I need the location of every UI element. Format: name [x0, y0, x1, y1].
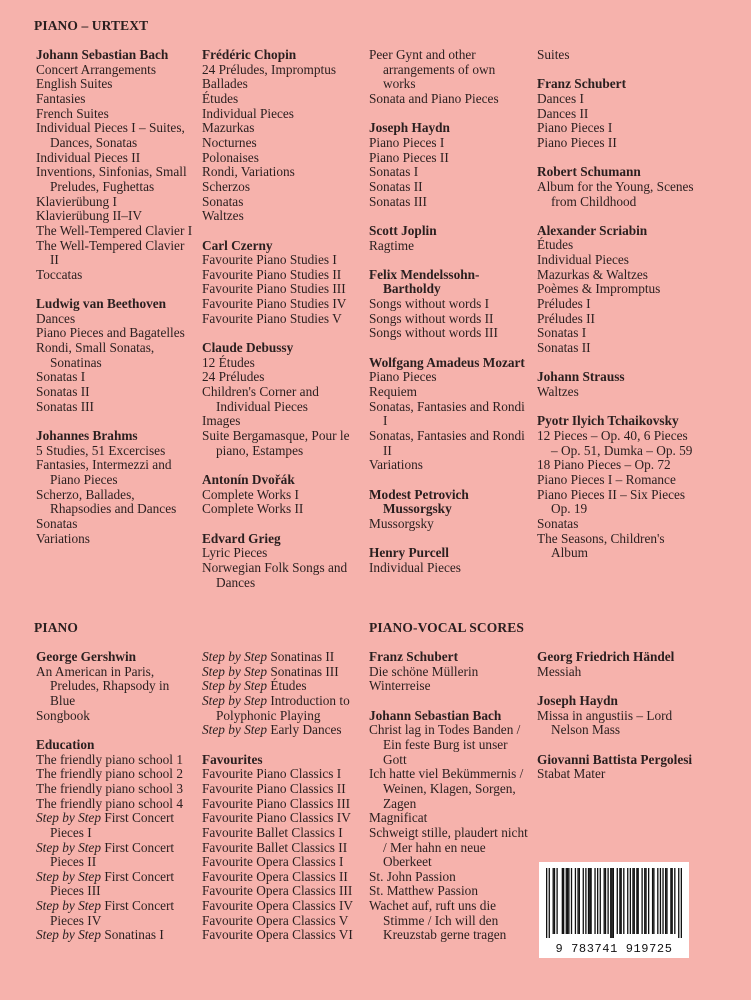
catalog-item [36, 709, 194, 724]
barcode-bar [672, 868, 673, 934]
item-title: Favourite Ballet Classics I [202, 824, 343, 840]
catalog-item: Nocturnes [202, 134, 257, 150]
barcode-bars [546, 868, 682, 938]
composer-name: Joseph Haydn [537, 692, 618, 708]
series-prefix: Step by Step [36, 839, 101, 855]
catalog-item: St. John Passion [369, 868, 456, 884]
catalog-item: Piano Pieces II [537, 134, 617, 150]
composer-name: Robert Schumann [537, 164, 641, 180]
composer-name: Antonín Dvořák [202, 471, 295, 487]
catalog-item: Sonatas I [36, 369, 86, 385]
catalog-item: Variations [36, 530, 90, 546]
catalog-item: Sonatas II [369, 178, 423, 194]
composer-name: Carl Czerny [202, 237, 273, 253]
barcode-bar [632, 868, 633, 934]
composer-name: George Gershwin [36, 649, 137, 664]
catalog-item: Songs without words I [369, 296, 490, 312]
catalog-group [369, 268, 529, 341]
series-prefix: Step by Step [202, 692, 267, 708]
urtext-column-2 [202, 48, 362, 605]
barcode-bar [617, 868, 618, 934]
item-title: First Concert Pieces I [50, 810, 175, 840]
series-prefix: Step by Step [36, 868, 101, 884]
catalog-item: Waltzes [202, 208, 244, 224]
catalog-item: Requiem [369, 384, 418, 400]
barcode-bar [577, 868, 578, 934]
catalog-item [36, 753, 194, 768]
catalog-item: The Seasons, Children's Album [537, 530, 665, 561]
item-title: The friendly piano school 2 [36, 766, 183, 782]
catalog-item: Sonatas [537, 515, 579, 531]
barcode-bar [585, 868, 586, 934]
catalog-group [202, 532, 362, 591]
item-title: Songbook [36, 707, 90, 723]
catalog-item: Préludes I [537, 296, 591, 312]
catalog-item: Piano Pieces and Bagatelles [36, 325, 185, 341]
catalog-item [202, 899, 362, 914]
catalog-item [202, 855, 362, 870]
catalog-item: Mazurkas & Waltzes [537, 266, 648, 282]
barcode-bar [549, 868, 550, 938]
catalog-item: Sonatas III [369, 193, 427, 209]
composer-name: Alexander Scriabin [537, 222, 648, 238]
catalog-group [369, 224, 529, 253]
catalog-item: 24 Préludes [202, 369, 265, 385]
catalog-group [36, 48, 194, 283]
barcode-bar [611, 868, 612, 938]
item-title: Favourite Piano Classics III [202, 795, 351, 811]
catalog-item: Sonatas [36, 515, 78, 531]
catalog-item: Favourite Piano Studies IV [202, 296, 347, 312]
catalog-item: Dances II [537, 105, 589, 121]
composer-name: Franz Schubert [369, 649, 459, 664]
series-prefix: Step by Step [202, 678, 267, 694]
barcode-bar [645, 868, 646, 934]
section-title-piano: PIANO [34, 620, 78, 635]
catalog-item [36, 928, 194, 943]
catalog-item: Piano Pieces I [369, 134, 445, 150]
series-prefix: Step by Step [202, 722, 267, 738]
catalog-item: Sonatas [202, 193, 244, 209]
catalog-group [537, 165, 697, 209]
section-title-piano-vocal: PIANO-VOCAL SCORES [369, 620, 524, 635]
composer-name: Frédéric Chopin [202, 47, 297, 62]
barcode-bar [610, 868, 611, 938]
barcode-bar [652, 868, 653, 934]
catalog-item: Children's Corner and Individual Pieces [202, 384, 319, 414]
barcode-bar [660, 868, 661, 934]
item-title: Early Dances [267, 722, 342, 738]
catalog-item: Peer Gynt and other arrangements of own works [369, 47, 496, 92]
catalog-item: Ragtime [369, 237, 415, 253]
catalog-item: Songs without words II [369, 310, 494, 326]
series-prefix: Step by Step [36, 927, 101, 943]
item-title: The friendly piano school 1 [36, 751, 183, 767]
series-prefix: Step by Step [36, 898, 101, 914]
barcode-bar [666, 868, 667, 934]
catalog-item: Polonaises [202, 149, 259, 165]
catalog-item: Die schöne Müllerin [369, 663, 479, 679]
composer-name: Edvard Grieg [202, 530, 281, 546]
vocal-column-1 [369, 650, 529, 958]
catalog-item: Messiah [537, 663, 582, 679]
composer-name: Modest Petrovich Mussorgsky [369, 486, 469, 517]
catalog-item: Individual Pieces [202, 105, 294, 121]
catalog-item: Klavierübung II–IV [36, 208, 142, 224]
catalog-item: 18 Piano Pieces – Op. 72 [537, 457, 671, 473]
barcode-bar [644, 868, 645, 934]
item-title: The friendly piano school 4 [36, 795, 183, 811]
catalog-item: Dances [36, 310, 76, 326]
catalog-group [537, 48, 697, 63]
catalog-item: Rondi, Small Sonatas, Sonatinas [36, 340, 155, 370]
catalog-item: Favourite Piano Studies V [202, 310, 342, 326]
composer-name: Wolfgang Amadeus Mozart [369, 354, 525, 370]
catalog-item: Album for the Young, Scenes from Childhood [537, 178, 694, 209]
catalog-item [36, 811, 194, 840]
barcode-bar [630, 868, 631, 934]
catalog-item: Songs without words III [369, 325, 498, 341]
catalog-item [202, 841, 362, 856]
barcode-bar [670, 868, 671, 934]
urtext-column-1 [36, 48, 194, 561]
catalog-item: 12 Pieces – Op. 40, 6 Pieces – Op. 51, Dumka – Op. 59 [537, 427, 693, 458]
barcode-bar [604, 868, 605, 934]
catalog-group [369, 48, 529, 107]
catalog-item: Fantasies [36, 90, 86, 106]
catalog-item: The Well-Tempered Clavier II [36, 237, 185, 268]
catalog-item [36, 870, 194, 899]
barcode-bar [641, 868, 642, 934]
barcode-number: 9 783741 919725 [555, 942, 673, 956]
catalog-item: Schweigt stille, plaudert nicht / Mer hahn en neue Oberkeet [369, 824, 528, 870]
composer-name: Johann Strauss [537, 369, 625, 385]
composer-name: Franz Schubert [537, 76, 627, 92]
item-title: Favourite Opera Classics III [202, 883, 353, 899]
barcode-bar [583, 868, 584, 934]
item-title: Favourite Opera Classics V [202, 912, 349, 928]
composer-name: Favourites [202, 751, 263, 767]
catalog-item [202, 797, 362, 812]
catalog-group [537, 77, 697, 150]
catalog-item: Sonatas I [369, 164, 419, 180]
series-prefix: Step by Step [36, 810, 101, 826]
barcode-bar [568, 868, 569, 934]
barcode-bar [556, 868, 557, 934]
catalog-group [369, 356, 529, 473]
catalog-item: 5 Studies, 51 Excercises [36, 442, 166, 458]
barcode-bar [605, 868, 606, 934]
composer-name: Pyotr Ilyich Tchaikovsky [537, 413, 679, 429]
catalog-item: Dances I [537, 90, 584, 106]
composer-name: Giovanni Battista Pergolesi [537, 751, 693, 767]
catalog-item: Piano Pieces II – Six Pieces Op. 19 [537, 486, 686, 517]
series-prefix: Step by Step [202, 663, 267, 679]
composer-name: Joseph Haydn [369, 120, 450, 136]
catalog-group [537, 224, 697, 356]
barcode-bar [588, 868, 589, 934]
catalog-item: Piano Pieces I – Romance [537, 471, 676, 487]
catalog-item: Sonatas, Fantasies and Rondi II [369, 428, 525, 458]
catalog-item: Norwegian Folk Songs and Dances [202, 559, 348, 590]
catalog-group [202, 650, 362, 738]
catalog-item [202, 914, 362, 929]
urtext-column-3 [369, 48, 529, 590]
catalog-item: Sonatas II [36, 384, 90, 400]
barcode-bar [554, 868, 555, 934]
catalog-group [369, 488, 529, 532]
catalog-group [202, 239, 362, 327]
catalog-group [202, 473, 362, 517]
composer-name: Scott Joplin [369, 222, 437, 238]
catalog-item [36, 665, 194, 709]
catalog-group [369, 546, 529, 575]
catalog-item: Sonatas II [537, 340, 591, 356]
item-title: First Concert Pieces IV [50, 898, 175, 928]
catalog-item: Individual Pieces [537, 252, 629, 268]
catalog-item: Individual Pieces I – Suites, Dances, Sonatas [36, 120, 185, 150]
item-title: Favourite Opera Classics II [202, 868, 348, 884]
composer-name: Johannes Brahms [36, 428, 138, 444]
catalog-group [36, 297, 194, 414]
catalog-item: Winterreise [369, 678, 431, 694]
catalog-item [202, 679, 362, 694]
barcode-bar [579, 868, 580, 934]
catalog-item: Sonata and Piano Pieces [369, 90, 499, 106]
catalog-item [202, 928, 362, 943]
barcode-bar [563, 868, 564, 934]
catalog-item: Préludes II [537, 310, 595, 326]
barcode-bar [575, 868, 576, 934]
barcode-bar [681, 868, 682, 938]
item-title: An American in Paris, Preludes, Rhapsody in Blue [36, 663, 170, 708]
catalog-item [36, 782, 194, 797]
composer-name: Claude Debussy [202, 340, 294, 356]
barcode-bar [623, 868, 624, 934]
catalog-item: Sonatas III [36, 398, 94, 414]
catalog-item: Piano Pieces II [369, 149, 449, 165]
item-title: Favourite Opera Classics I [202, 854, 344, 870]
catalog-item: Mazurkas [202, 120, 255, 136]
catalog-item [202, 826, 362, 841]
barcode-bar [600, 868, 601, 934]
catalog-item: Toccatas [36, 266, 83, 282]
catalog-item: Favourite Piano Studies II [202, 266, 342, 282]
catalog-item: Klavierübung I [36, 193, 117, 209]
barcode-bar [613, 868, 614, 938]
series-prefix: Step by Step [202, 649, 267, 664]
barcode-bar [638, 868, 639, 934]
catalog-group [537, 370, 697, 399]
catalog-item: Ballades [202, 76, 248, 92]
catalog-item: Lyric Pieces [202, 545, 268, 561]
barcode-bar [674, 868, 675, 934]
barcode-bar [571, 868, 572, 934]
catalog-item: French Suites [36, 105, 109, 121]
catalog-group [369, 650, 529, 694]
barcode-bar [653, 868, 654, 934]
catalog-item: Complete Works II [202, 501, 304, 517]
catalog-item: Inventions, Sinfonias, Small Preludes, Fughettas [36, 164, 187, 194]
item-title: Favourite Piano Classics IV [202, 810, 351, 826]
item-title: First Concert Pieces III [50, 868, 175, 899]
barcode-bar [636, 868, 637, 934]
composer-name: Ludwig van Beethoven [36, 296, 167, 312]
catalog-item [202, 884, 362, 899]
barcode [539, 862, 689, 958]
catalog-group [369, 121, 529, 209]
catalog-item: Sonatas I [537, 325, 587, 341]
catalog-item: Missa in angustiis – Lord Nelson Mass [537, 707, 673, 738]
item-title: Favourite Opera Classics VI [202, 927, 353, 943]
catalog-group [36, 429, 194, 546]
catalog-item: Images [202, 413, 241, 429]
barcode-bar [594, 868, 595, 934]
catalog-item: 12 Études [202, 354, 255, 370]
composer-name: Henry Purcell [369, 545, 449, 561]
section-title-urtext: PIANO – URTEXT [34, 18, 149, 33]
item-title: Sonatinas II [267, 649, 335, 664]
catalog-item [36, 841, 194, 870]
catalog-item: Concert Arrangements [36, 61, 157, 77]
catalog-item: St. Matthew Passion [369, 883, 478, 899]
composer-name: Felix Mendelssohn-Bartholdy [369, 266, 480, 297]
composer-name: Johann Sebastian Bach [369, 707, 502, 723]
barcode-bar [546, 868, 547, 938]
catalog-item [202, 723, 362, 738]
catalog-item: Piano Pieces [369, 369, 437, 385]
piano-column-1 [36, 650, 194, 958]
catalog-item [202, 811, 362, 826]
catalog-group [36, 650, 194, 723]
barcode-bar [662, 868, 663, 934]
catalog-item: Suites [537, 47, 570, 62]
catalog-group [537, 414, 697, 561]
catalog-item: Christ lag in Todes Banden / Ein feste Burg ist unser Gott [369, 722, 521, 767]
catalog-item [202, 650, 362, 665]
catalog-item [36, 899, 194, 928]
catalog-group [202, 753, 362, 944]
barcode-bar [566, 868, 567, 934]
barcode-bar [597, 868, 598, 934]
barcode-bar [607, 868, 608, 934]
barcode-bar [621, 868, 622, 934]
barcode-bar [634, 868, 635, 934]
barcode-bar [589, 868, 590, 934]
catalog-item [202, 870, 362, 885]
catalog-item: English Suites [36, 76, 113, 92]
catalog-item: Stabat Mater [537, 766, 606, 782]
catalog-item: Études [537, 237, 574, 253]
urtext-column-4 [537, 48, 697, 576]
item-title: Favourite Piano Classics II [202, 780, 346, 796]
catalog-group [202, 341, 362, 458]
barcode-bar [665, 868, 666, 934]
catalog-item: Scherzo, Ballades, Rhapsodies and Dances [36, 486, 177, 517]
catalog-item: 24 Préludes, Impromptus [202, 61, 337, 77]
composer-name: Education [36, 736, 95, 752]
barcode-bar [567, 868, 568, 934]
piano-column-2 [202, 650, 362, 958]
catalog-item: Waltzes [537, 384, 579, 400]
catalog-item: Magnificat [369, 810, 428, 826]
catalog-item [202, 767, 362, 782]
barcode-bar [590, 868, 591, 934]
catalog-item: The Well-Tempered Clavier I [36, 222, 193, 238]
catalog-item: Mussorgsky [369, 515, 434, 531]
catalog-item: Individual Pieces II [36, 149, 141, 165]
composer-name: Johann Sebastian Bach [36, 47, 169, 62]
item-title: Études [267, 678, 307, 694]
item-title: The friendly piano school 3 [36, 780, 183, 796]
catalog-group [537, 753, 697, 782]
catalog-item: Poèmes & Impromptus [537, 281, 661, 297]
catalog-item: Piano Pieces I [537, 120, 613, 136]
catalog-item: Études [202, 90, 239, 106]
item-title: First Concert Pieces II [50, 839, 175, 870]
item-title: Sonatinas I [101, 927, 164, 943]
barcode-bar [678, 868, 679, 938]
catalog-item [36, 797, 194, 812]
barcode-bar [553, 868, 554, 934]
catalog-item: Rondi, Variations [202, 164, 295, 180]
catalog-item: Suite Bergamasque, Pour le piano, Estampes [202, 428, 350, 458]
barcode-bar [657, 868, 658, 934]
catalog-item: Complete Works I [202, 486, 299, 502]
catalog-item: Wachet auf, ruft uns die Stimme / Ich will den Kreuzstab gerne tragen [369, 898, 507, 943]
catalog-item: Ich hatte viel Bekümmernis / Weinen, Klagen, Sorgen, Zagen [369, 766, 524, 811]
catalog-item [202, 694, 362, 723]
item-title: Favourite Opera Classics IV [202, 898, 354, 914]
catalog-item: Sonatas, Fantasies and Rondi I [369, 398, 525, 429]
barcode-bar [562, 868, 563, 934]
catalog-item: Scherzos [202, 178, 250, 194]
catalog-item [36, 767, 194, 782]
barcode-bar [619, 868, 620, 934]
item-title: Favourite Piano Classics I [202, 766, 342, 782]
vocal-column-2 [537, 650, 697, 797]
catalog-item: Favourite Piano Studies III [202, 281, 346, 297]
catalog-group [369, 709, 529, 944]
catalog-item: Favourite Piano Studies I [202, 252, 337, 268]
catalog-item: Individual Pieces [369, 559, 461, 575]
catalog-item: Fantasies, Intermezzi and Piano Pieces [36, 457, 172, 487]
composer-name: Georg Friedrich Händel [537, 649, 675, 664]
barcode-bar [648, 868, 649, 934]
catalog-item [202, 665, 362, 680]
catalog-item [202, 782, 362, 797]
barcode-bar [627, 868, 628, 934]
item-title: Favourite Ballet Classics II [202, 839, 348, 855]
catalog-group [537, 694, 697, 738]
catalog-group [36, 738, 194, 943]
catalog-item: Variations [369, 457, 423, 473]
item-title: Sonatinas III [267, 663, 339, 679]
catalog-group [537, 650, 697, 679]
catalog-group [202, 48, 362, 224]
item-title: Introduction to Polyphonic Playing [216, 692, 350, 723]
